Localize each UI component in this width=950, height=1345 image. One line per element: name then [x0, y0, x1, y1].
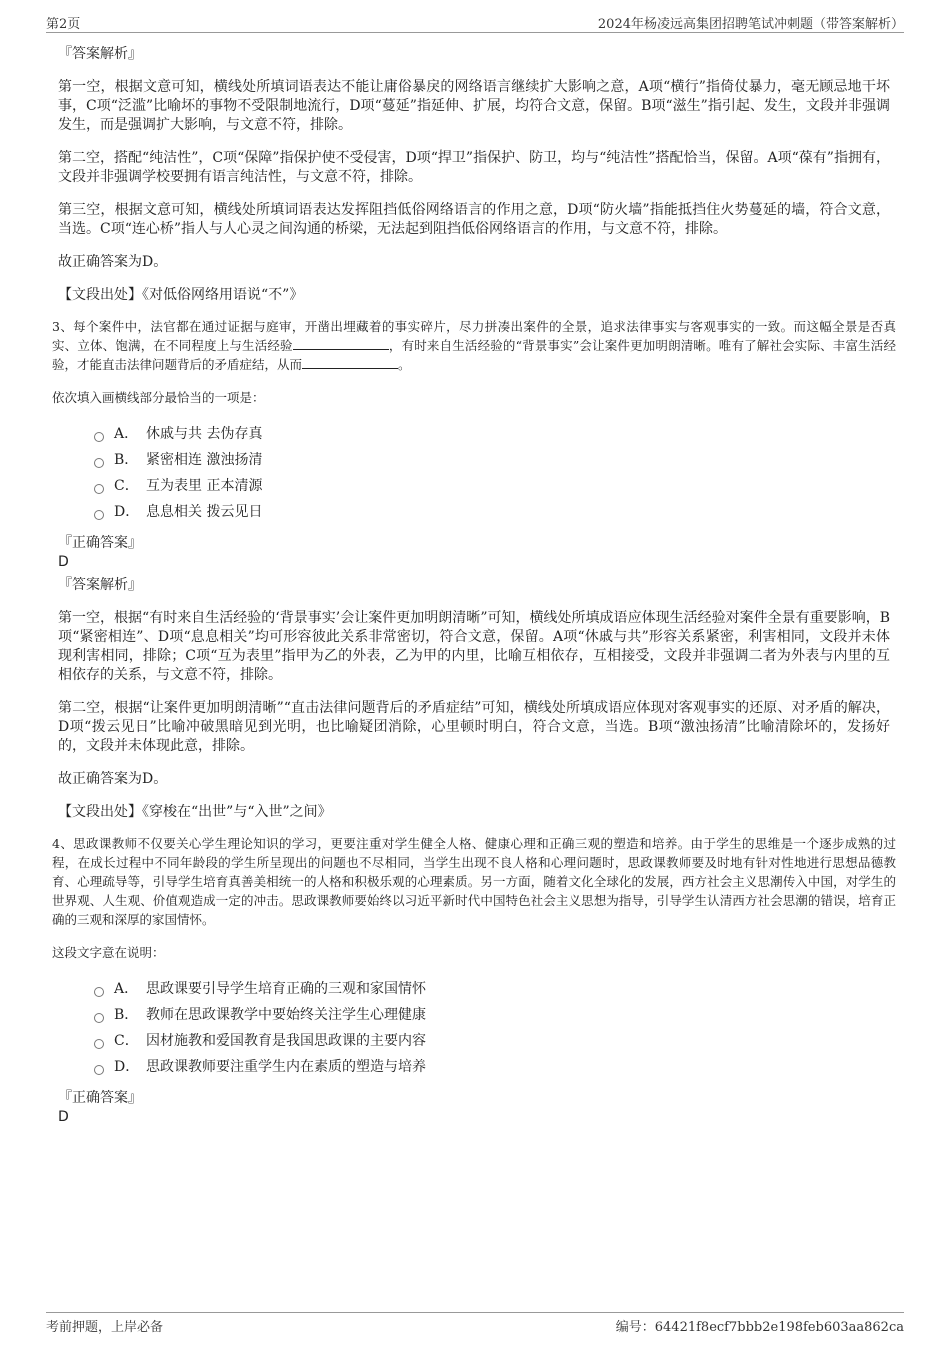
option-b[interactable]: B． 紧密相连 激浊扬清: [94, 447, 890, 473]
option-a[interactable]: A． 思政课要引导学生培育正确的三观和家国情怀: [94, 976, 890, 1002]
radio-icon[interactable]: [94, 458, 104, 468]
conclusion: 故正确答案为D。: [58, 771, 168, 787]
correct-answer-label: 『正确答案』: [58, 535, 142, 551]
analysis-label: 『答案解析』: [58, 577, 142, 593]
page-number: 第2页: [46, 17, 81, 32]
question-4-text: 4、思政课教师不仅要关心学生理论知识的学习，更要注重对学生健全人格、健康心理和正确三观的塑造和培养。由于学生的思维是一个逐步成熟的过程，在成长过程中不同年龄段的学生所呈现出的问题也不尽相同，当学生出现不良人格和心理问题时，思政课教师要及时地有针对性地进行思想品德教育、心理疏导等，引导学生培育真善美相统一的人格和积极乐观的心理素质。另一方面，随着文化全球化的发展，西方社会主义思潮传入中国，对学生的世界观、人生观、价值观造成一定的冲击。思政课教师要始终以习近平新时代中国特色社会主义思想为指导，引导学生认清西方社会思潮的错误，培育正确的三观和深厚的家国情怀。: [52, 836, 896, 927]
document-id: 编号：64421f8ecf7bbb2e198feb603aa862ca: [615, 1320, 904, 1335]
correct-answer: D: [58, 554, 69, 570]
page-header: [46, 12, 904, 33]
analysis-label: 『答案解析』: [58, 46, 142, 62]
radio-icon[interactable]: [94, 510, 104, 520]
analysis-paragraph: 第三空，根据文意可知，横线处所填词语表达发挥阻挡低俗网络语言的作用之意，D项“防火墙”指能抵挡住火势蔓延的墙，符合文意，当选。C项“连心桥”指人与人心灵之间沟通的桥梁，无法起到阻挡低俗网络语言的作用，与文意不符，排除。: [58, 202, 890, 237]
option-d[interactable]: D． 息息相关 拨云见日: [94, 499, 890, 525]
question-4-prompt: 这段文字意在说明：: [52, 945, 165, 960]
document-title: 2024年杨凌远高集团招聘笔试冲刺题（带答案解析）: [597, 17, 904, 32]
radio-icon[interactable]: [94, 987, 104, 997]
radio-icon[interactable]: [94, 1065, 104, 1075]
radio-icon[interactable]: [94, 484, 104, 494]
question-4-options: [94, 976, 890, 1080]
page-content: [52, 40, 896, 1126]
question-3-prompt: 依次填入画横线部分最恰当的一项是：: [52, 390, 265, 405]
option-d[interactable]: D． 思政课教师要注重学生内在素质的塑造与培养: [94, 1054, 890, 1080]
source-citation: 【文段出处】《对低俗网络用语说“不”》: [58, 287, 304, 303]
radio-icon[interactable]: [94, 432, 104, 442]
correct-answer-label: 『正确答案』: [58, 1090, 142, 1106]
fill-blank-1: [293, 337, 389, 350]
question-3-options: [94, 421, 890, 525]
radio-icon[interactable]: [94, 1013, 104, 1023]
page-footer: [46, 1312, 904, 1335]
conclusion: 故正确答案为D。: [58, 254, 168, 270]
fill-blank-2: [302, 356, 398, 369]
option-b[interactable]: B． 教师在思政课教学中要始终关注学生心理健康: [94, 1002, 890, 1028]
analysis-paragraph: 第一空，根据文意可知，横线处所填词语表达不能让庸俗暴戾的网络语言继续扩大影响之意，A项“横行”指倚仗暴力，毫无顾忌地干坏事，C项“泛滥”比喻坏的事物不受限制地流行，D项“蔓延”指延伸、扩展，均符合文意，保留。B项“滋生”指引起、发生，文段并非强调发生，而是强调扩大影响，与文意不符，排除。: [58, 79, 890, 133]
radio-icon[interactable]: [94, 1039, 104, 1049]
analysis-paragraph: 第二空，搭配“纯洁性”，C项“保障”指保护使不受侵害，D项“捍卫”指保护、防卫，均与“纯洁性”搭配恰当，保留。A项“葆有”指拥有，文段并非强调学校要拥有语言纯洁性，与文意不符，排除。: [58, 150, 890, 185]
analysis-paragraph: 第一空，根据“有时来自生活经验的‘背景事实’会让案件更加明朗清晰”可知，横线处所填成语应体现生活经验对案件全景有重要影响，B项“紧密相连”、D项“息息相关”均可形容彼此关系非常密切，符合文意，保留。A项“休戚与共”形容关系紧密，利害相同，文段并未体现利害相同，排除；C项“互为表里”指甲为乙的外表，乙为甲的内里，比喻互相依存，互相接受，文段并非强调二者为外表与内里的互相依存的关系，与文意不符，排除。: [58, 610, 890, 683]
option-c[interactable]: C． 互为表里 正本清源: [94, 473, 890, 499]
correct-answer: D: [58, 1109, 69, 1125]
question-3-text: 3、每个案件中，法官都在通过证据与庭审，开凿出埋藏着的事实碎片，尽力拼凑出案件的全景，追求法律事实与客观事实的一致。而这幅全景是否真实、立体、饱满，在不同程度上与生活经验 ，有时来自生活经验的“背景事实”会让案件更加明朗清晰。唯有了解社会实际、丰富生活经验，才能直击法律问题背后的矛盾症结，从而 。: [52, 319, 896, 372]
footer-slogan: 考前押题，上岸必备: [46, 1320, 164, 1335]
source-citation: 【文段出处】《穿梭在“出世”与“入世”之间》: [58, 804, 332, 820]
analysis-paragraph: 第二空，根据“让案件更加明朗清晰”“直击法律问题背后的矛盾症结”可知，横线处所填成语应体现对客观事实的还原、对矛盾的解决，D项“拨云见日”比喻冲破黑暗见到光明，也比喻疑团消除，心里顿时明白，符合文意，当选。B项“激浊扬清”比喻清除坏的，发扬好的，文段并未体现此意，排除。: [58, 700, 890, 754]
option-c[interactable]: C． 因材施教和爱国教育是我国思政课的主要内容: [94, 1028, 890, 1054]
option-a[interactable]: A． 休戚与共 去伪存真: [94, 421, 890, 447]
